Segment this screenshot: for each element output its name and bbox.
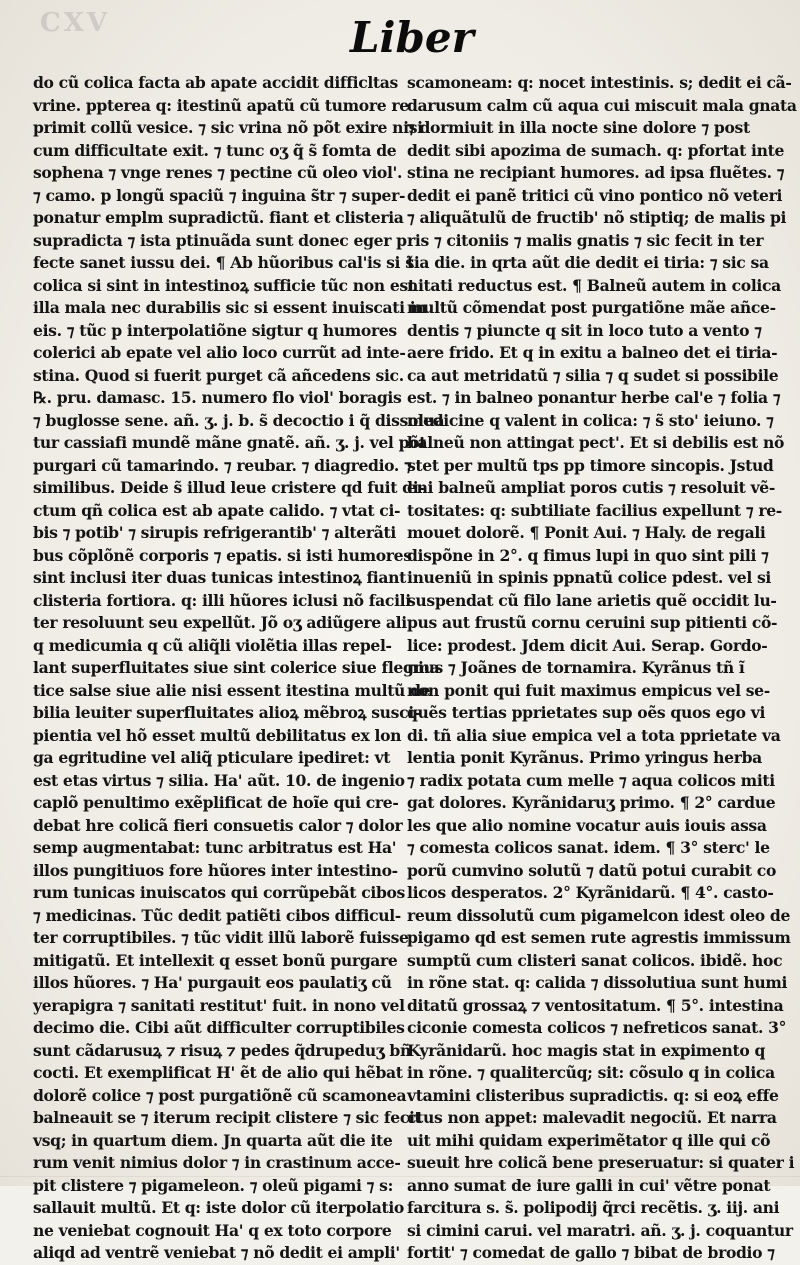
- text-line: pus aut frustũ cornu ceruini sup pitienti cõ-: [407, 613, 778, 632]
- text-line: sophena ⁊ vnge renes ⁊ pectine cũ oleo viol'.: [33, 163, 403, 182]
- page-edge: [0, 1176, 800, 1177]
- text-line: ne veniebat cognouit Ha' q ex toto corpore: [33, 1220, 392, 1240]
- text-line: lice: prodest. Jdem dicit Aui. Serap. Gordo-: [407, 635, 768, 655]
- text-line: vrine. ppterea q: itestinũ apatũ cũ tumore re: [33, 95, 409, 115]
- text-line: sumptũ cum clisteri sanat colicos. ibidẽ. hoc: [407, 950, 783, 970]
- text-line: balneũ non attingat pect'. Et si debilis est nõ: [407, 433, 785, 452]
- show-through-text: CXV: [40, 8, 111, 38]
- text-line: les que alio nomine vocatur auis iouis assa: [407, 815, 767, 835]
- text-line: non ponit qui fuit maximus empicus vel se-: [407, 680, 770, 700]
- text-line: bis ⁊ potib' ⁊ sirupis refrigerantib' ⁊ alterãti: [33, 523, 396, 542]
- text-line: mitigatũ. Et intellexit q esset bonũ purgare: [33, 950, 398, 970]
- text-line: dispõne in 2°. q fimus lupi in quo sint pili ⁊: [407, 545, 769, 565]
- text-line: vsq; in quartum diem. Jn quarta aũt die ite: [33, 1130, 393, 1150]
- text-line: reum dissolutũ cum pigamelcon idest oleo de: [407, 905, 791, 925]
- text-line: ciconie comesta colicos ⁊ nefreticos sanat. 3°: [407, 1018, 787, 1037]
- text-line: gat dolores. Kyrãnidaruʒ primo. ¶ 2° cardue: [407, 793, 776, 812]
- text-line: clisteria fortiora. q: illi hũores iclusi nõ facili: [33, 590, 411, 610]
- text-line: est. ⁊ in balneo ponantur herbe cal'e ⁊ folia ⁊: [407, 388, 781, 407]
- text-line: purgari cũ tamarindo. ⁊ reubar. ⁊ diagredio. ⁊: [33, 455, 412, 475]
- text-line: ris ⁊ citoniis ⁊ malis gnatis ⁊ sic fecit in ter: [407, 230, 764, 250]
- text-line: inueniũ in spinis ppnatũ colice pdest. vel si: [407, 568, 771, 587]
- text-line: cum difficultate exit. ⁊ tunc oʒ q̃ s̃ fomta de: [33, 140, 397, 160]
- text-line: bilia leuiter superfluitates alioꝝ mẽbroꝝ susci-: [33, 703, 420, 722]
- text-line: tositates: q: subtiliate facilius expellunt ⁊ re-: [407, 500, 782, 520]
- text-line: tice salse siue alie nisi essent itestina multũ de: [33, 680, 431, 700]
- text-line: balneauit se ⁊ iterum recipit clistere ⁊ sic fecit: [33, 1108, 422, 1127]
- text-line: ⁊ buglosse sene. añ. ʒ. j. b. s̃ decoctio i q̃ dissolua: [33, 410, 445, 430]
- text-line: pientia vel hõ esset multũ debilitatus ex lon: [33, 725, 402, 745]
- right-column: [407, 72, 797, 1265]
- text-line: nius ⁊ Joãnes de tornamira. Kyrãnus tñ ĩ: [407, 658, 745, 677]
- text-line: farcitura s. s̃. polipodij q̃rci recẽtis. ʒ. iij. ani: [407, 1198, 780, 1217]
- text-line: illa mala nec durabilis sic si essent inuiscati in: [33, 298, 427, 317]
- text-line: cocti. Et exemplificat H' ẽt de alio qui hẽbat: [33, 1063, 403, 1082]
- text-line: porũ cumvino solutũ ⁊ datũ potui curabit co: [407, 860, 776, 880]
- text-line: sueuit hre colicã bene preseruatur: si quater i: [407, 1153, 795, 1172]
- text-line: ter corruptibiles. ⁊ tũc vidit illũ laborẽ fuisse: [33, 928, 409, 947]
- text-line: ⁊ dormiuit in illa nocte sine dolore ⁊ post: [407, 118, 750, 137]
- text-line: mouet dolorẽ. ¶ Ponit Aui. ⁊ Haly. de regali: [407, 523, 766, 542]
- text-line: ditatũ grossaꝝ ⁊ ventositatum. ¶ 5°. intestina: [407, 995, 784, 1015]
- text-line: aliqd ad ventrẽ veniebat ⁊ nõ dedit ei ampli': [33, 1243, 400, 1262]
- text-line: ponatur emplm supradictũ. fiant et clisteria: [33, 208, 404, 227]
- text-line: stina. Quod si fuerit purget cã añcedens sic.: [33, 365, 404, 385]
- text-line: ctus non appet: malevadit negociũ. Et narra: [407, 1108, 777, 1127]
- text-line: suspendat cũ filo lane arietis quẽ occidit lu-: [407, 590, 777, 610]
- text-line: di. tñ alia siue empica vel a tota pprietate va: [407, 725, 781, 745]
- text-line: lentia ponit Kyrãnus. Primo yringus herba: [407, 748, 762, 767]
- text-line: ⁊ comesta colicos sanat. idem. ¶ 3° sterc' le: [407, 838, 770, 857]
- text-line: stina ne recipiant humores. ad ipsa fluẽtes. ⁊: [407, 163, 785, 182]
- text-line: darusum calm cũ aqua cui miscuit mala gnata: [407, 95, 797, 115]
- text-line: ⁊ camo. p longũ spaciũ ⁊ inguina s̃tr ⁊ super-: [33, 185, 406, 205]
- text-line: ⁊ radix potata cum melle ⁊ aqua colicos miti: [407, 770, 775, 790]
- text-line: debat hre colicã fieri consuetis calor ⁊ dolor: [33, 815, 403, 835]
- text-line: bus cõplõnẽ corporis ⁊ epatis. si isti humores: [33, 545, 412, 565]
- running-header: Liber: [350, 13, 474, 62]
- text-line: ⁊ medicinas. Tũc dedit patiẽti cibos difficul-: [33, 905, 401, 925]
- text-line: pigamo qd est semen rute agrestis immissum: [407, 928, 791, 947]
- text-line: nitati reductus est. ¶ Balneũ autem in colica: [407, 275, 781, 295]
- text-line: colica si sint in intestinoꝝ sufficie tũc non est: [33, 275, 415, 295]
- text-line: lant superfluitates siue sint colerice siue flegma: [33, 658, 440, 677]
- text-line: illos pungitiuos fore hũores inter intestino-: [33, 860, 398, 880]
- text-line: sint inclusi iter duas tunicas intestinoꝝ fiant: [33, 568, 406, 587]
- text-line: ter resoluunt seu expellũt. Jõ oʒ adiũgere ali: [33, 613, 407, 632]
- text-line: quẽs tertias pprietates sup oẽs quos ego vi: [407, 703, 766, 722]
- text-line: medicine q valent in colica: ⁊ s̃ sto' ieiuno. ⁊: [407, 410, 774, 430]
- text-line: caplõ penultimo exẽplificat de hoĩe qui cre-: [33, 793, 399, 812]
- text-line: aere frido. Et q in exitu a balneo det ei tiria-: [407, 343, 778, 362]
- text-line: ctum qñ colica est ab apate calido. ⁊ vtat ci-: [33, 500, 401, 520]
- text-line: dolorẽ colice ⁊ post purgatiõnẽ cũ scamonea: [33, 1085, 407, 1105]
- text-line: uit mihi quidam experimẽtator q ille qui cõ: [407, 1130, 771, 1150]
- text-line: vtamini clisteribus supradictis. q: si eoꝝ effe: [407, 1085, 779, 1105]
- text-line: dentis ⁊ piuncte q sit in loco tuto a vento ⁊: [407, 320, 762, 340]
- text-line: licos desperatos. 2° Kyrãnidarũ. ¶ 4°. casto-: [407, 883, 774, 902]
- text-line: ℞. pru. damasc. 15. numero flo viol' boragis: [33, 388, 402, 407]
- text-line: ga egritudine vel aliq̃ pticulare ipediret: vt: [33, 748, 391, 767]
- text-line: in rõne. ⁊ qualitercũq; sit: cõsulo q in colica: [407, 1063, 775, 1082]
- text-line: rum venit nimius dolor ⁊ in crastinum acce-: [33, 1153, 401, 1172]
- text-line: sallauit multũ. Et q: iste dolor cũ iterpolatio: [33, 1198, 404, 1217]
- text-line: similibus. Deide s̃ illud leue cristere qd fuit di-: [33, 478, 425, 497]
- text-line: tia die. in qrta aũt die dedit ei tiria: ⁊ sic sa: [407, 253, 769, 272]
- text-line: semp augmentabat: tunc arbitratus est Ha': [33, 838, 397, 857]
- text-line: si cimini carui. vel maratri. añ. ʒ. j. coquantur: [407, 1220, 793, 1240]
- text-line: sunt cãdarusuꝝ ⁊ risuꝝ ⁊ pedes q̃drupeduʒ bñ: [33, 1040, 411, 1060]
- text-line: ca aut metridatũ ⁊ silia ⁊ q sudet si possibile: [407, 365, 779, 385]
- text-line: eni balneũ ampliat poros cutis ⁊ resoluit vẽ-: [407, 478, 775, 497]
- text-line: tur cassiafi mundẽ mãne gnatẽ. añ. ʒ. j. vel põt: [33, 433, 427, 452]
- text-line: colerici ab epate vel alio loco currũt ad inte-: [33, 343, 406, 362]
- text-line: decimo die. Cibi aũt difficulter corruptibiles: [33, 1018, 405, 1037]
- text-line: illos hũores. ⁊ Ha' purgauit eos paulatiʒ cũ: [33, 973, 392, 992]
- text-line: do cũ colica facta ab apate accidit difficltas: [33, 73, 398, 92]
- text-line: dedit ei panẽ tritici cũ vino pontico nõ veteri: [407, 185, 783, 205]
- text-line: fecte sanet iussu dei. ¶ Ab hũoribus cal'is si s̃: [33, 253, 414, 272]
- text-line: multũ cõmendat post purgatiõne mãe añce-: [407, 298, 776, 317]
- text-line: primit collũ vesice. ⁊ sic vrina nõ põt exire nisi: [33, 118, 423, 137]
- text-line: ⁊ aliquãtulũ de fructib' nõ stiptiq; de malis pi: [407, 208, 787, 227]
- text-line: fortit' ⁊ comedat de gallo ⁊ bibat de brodio ⁊: [407, 1243, 775, 1262]
- text-line: scamoneam: q: nocet intestinis. s; dedit ei cã-: [407, 73, 792, 92]
- text-line: anno sumat de iure galli in cui' vẽtre ponat: [407, 1175, 771, 1195]
- text-line: yerapigra ⁊ sanitati restitut' fuit. in nono vel: [33, 995, 405, 1015]
- text-line: stet per multũ tps pp timore sincopis. Jstud: [407, 455, 774, 475]
- text-line: dedit sibi apozima de sumach. q: pfortat inte: [407, 140, 785, 160]
- text-line: pit clistere ⁊ pigameleon. ⁊ oleũ pigami ⁊ s:: [33, 1175, 393, 1195]
- text-line: Kyrãnidarũ. hoc magis stat in expimento q: [407, 1040, 766, 1060]
- text-line: in rõne stat. q: calida ⁊ dissolutiua sunt humi: [407, 973, 788, 992]
- text-line: eis. ⁊ tũc p interpolatiõne sigtur q humores: [33, 320, 397, 340]
- text-line: q medicumia q cũ aliq̃li violẽtia illas repel-: [33, 635, 392, 655]
- text-line: rum tunicas inuiscatos qui corrũpebãt cibos: [33, 883, 405, 902]
- text-line: est etas virtus ⁊ silia. Ha' aũt. 10. de ingenio: [33, 770, 405, 790]
- left-column: [33, 72, 445, 1265]
- text-line: supradicta ⁊ ista ptinuãda sunt donec eger p: [33, 230, 407, 250]
